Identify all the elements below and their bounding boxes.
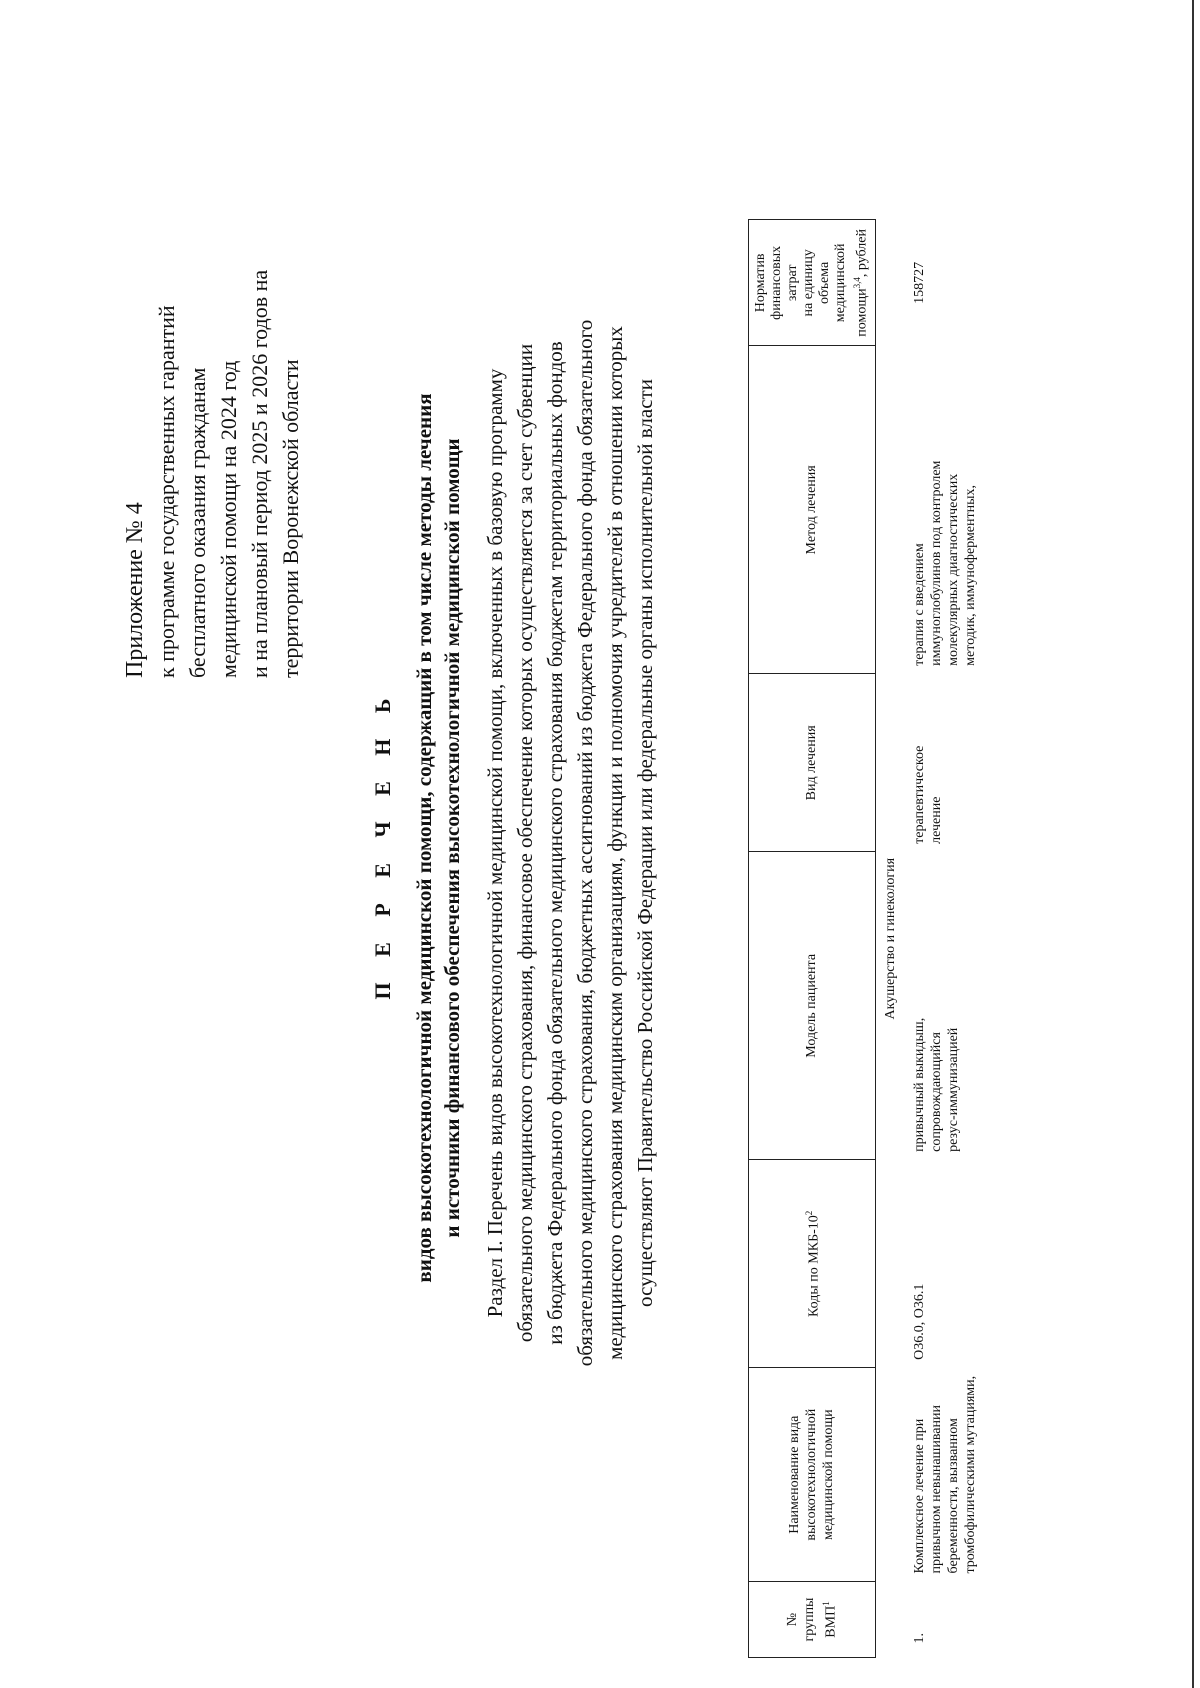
header-model: Модель пациента xyxy=(749,852,876,1160)
cell-line: терапия с введением xyxy=(911,543,927,666)
appendix-line: Приложение № 4 xyxy=(122,502,148,678)
header-norm-line: на единицу объема xyxy=(801,249,832,317)
header-norm xyxy=(749,220,876,346)
header-norm-line: медицинской xyxy=(833,243,848,323)
section-line: медицинского страхования медицинским организациям, функции и полномочия учредителей в отношении которых xyxy=(603,326,627,1360)
subtitle-line: и источники финансового обеспечения высокотехнологичной медицинской помощи xyxy=(440,438,464,1238)
cell-num: 1. xyxy=(911,1633,927,1644)
section-line: из бюджета Федерального фонда обязательного медицинского страхования бюджетам территориальных фондов xyxy=(543,341,567,1345)
appendix-line: бесплатного оказания гражданам xyxy=(185,367,210,678)
cell-model xyxy=(905,852,985,1160)
section-line: осуществляют Правительство Российской Федерации или федеральные органы исполнительной власти xyxy=(633,379,657,1307)
cell-line: Комплексное лечение при xyxy=(911,1418,927,1574)
table-header-row xyxy=(749,220,876,1658)
header-norm-suffix: , рублей xyxy=(854,228,870,278)
section-intro xyxy=(480,168,660,1518)
header-num-text: ВМП xyxy=(823,1605,839,1638)
document-title: П Е Р Е Ч Е Н Ь xyxy=(370,688,395,1000)
section-line: Раздел I. Перечень видов высокотехнологичной медицинской помощи, включенных в базовую программу xyxy=(483,368,507,1318)
cell-line: резус-иммунизацией xyxy=(945,1027,961,1152)
footnote-ref: 3,4 xyxy=(852,277,862,289)
cell-line: привычный выкидыш, xyxy=(911,1017,927,1152)
vmp-table xyxy=(748,219,985,1658)
appendix-line: медицинской помощи на 2024 год xyxy=(216,360,241,678)
header-num xyxy=(749,1582,876,1658)
appendix-line: к программе государственных гарантий xyxy=(154,305,179,678)
cell-line: тромбофилическими мутациями, xyxy=(962,1375,978,1574)
header-kind: Вид лечения xyxy=(749,674,876,852)
footnote-ref: 1 xyxy=(821,1601,831,1606)
cell-method xyxy=(905,346,985,674)
table-row xyxy=(905,220,985,1658)
document-subtitle xyxy=(410,148,466,1528)
cell-line: сопровождающийся xyxy=(928,1032,944,1152)
header-codes xyxy=(749,1160,876,1368)
header-norm-line: финансовых затрат xyxy=(769,245,800,320)
header-method: Метод лечения xyxy=(749,346,876,674)
header-num-line xyxy=(818,1588,840,1651)
footnote-ref: 2 xyxy=(804,1210,814,1216)
header-num-line: № xyxy=(785,1612,800,1627)
section-line: обязательного медицинского страхования, бюджетных ассигнований из бюджета Федерального фонда обязательного xyxy=(573,319,597,1367)
appendix-line: территории Воронежской области xyxy=(278,359,303,678)
appendix-block xyxy=(120,118,306,678)
header-norm-line: Норматив xyxy=(753,253,768,313)
header-num-line: группы xyxy=(802,1597,817,1642)
cell-line: лечение xyxy=(928,796,944,844)
cell-norm: 158727 xyxy=(911,261,927,304)
cell-line: терапевтическое xyxy=(911,745,927,844)
appendix-line: и на плановый период 2025 и 2026 годов на xyxy=(247,269,272,678)
page-edge-line xyxy=(1192,0,1194,1688)
cell-line: иммуноглобулинов под контролем xyxy=(928,460,944,666)
cell-name xyxy=(905,1368,985,1582)
section-line: обязательного медицинского страхования, финансовое обеспечение которых осуществляется за счет субвенции xyxy=(513,343,537,1343)
cell-line: методик, иммуноферментных, xyxy=(962,484,978,666)
header-codes-text: Коды по МКБ-10 xyxy=(806,1215,822,1317)
cell-line: беременности, вызванном xyxy=(945,1418,961,1574)
header-norm-text: помощи xyxy=(854,288,870,337)
header-name: Наименование вида высокотехнологичной медицинской помощи xyxy=(749,1368,876,1582)
header-norm-line xyxy=(849,226,871,339)
cell-kind xyxy=(905,674,985,852)
group-title: Акушерство и гинекология xyxy=(882,857,898,1020)
cell-line: молекулярных диагностических xyxy=(945,473,961,666)
subtitle-line: видов высокотехнологичной медицинской помощи, содержащий в том числе методы лечения xyxy=(412,393,436,1283)
group-row xyxy=(875,220,905,1658)
cell-line: привычном невынашивании xyxy=(928,1405,944,1574)
cell-codes: O36.0, O36.1 xyxy=(911,1283,927,1360)
